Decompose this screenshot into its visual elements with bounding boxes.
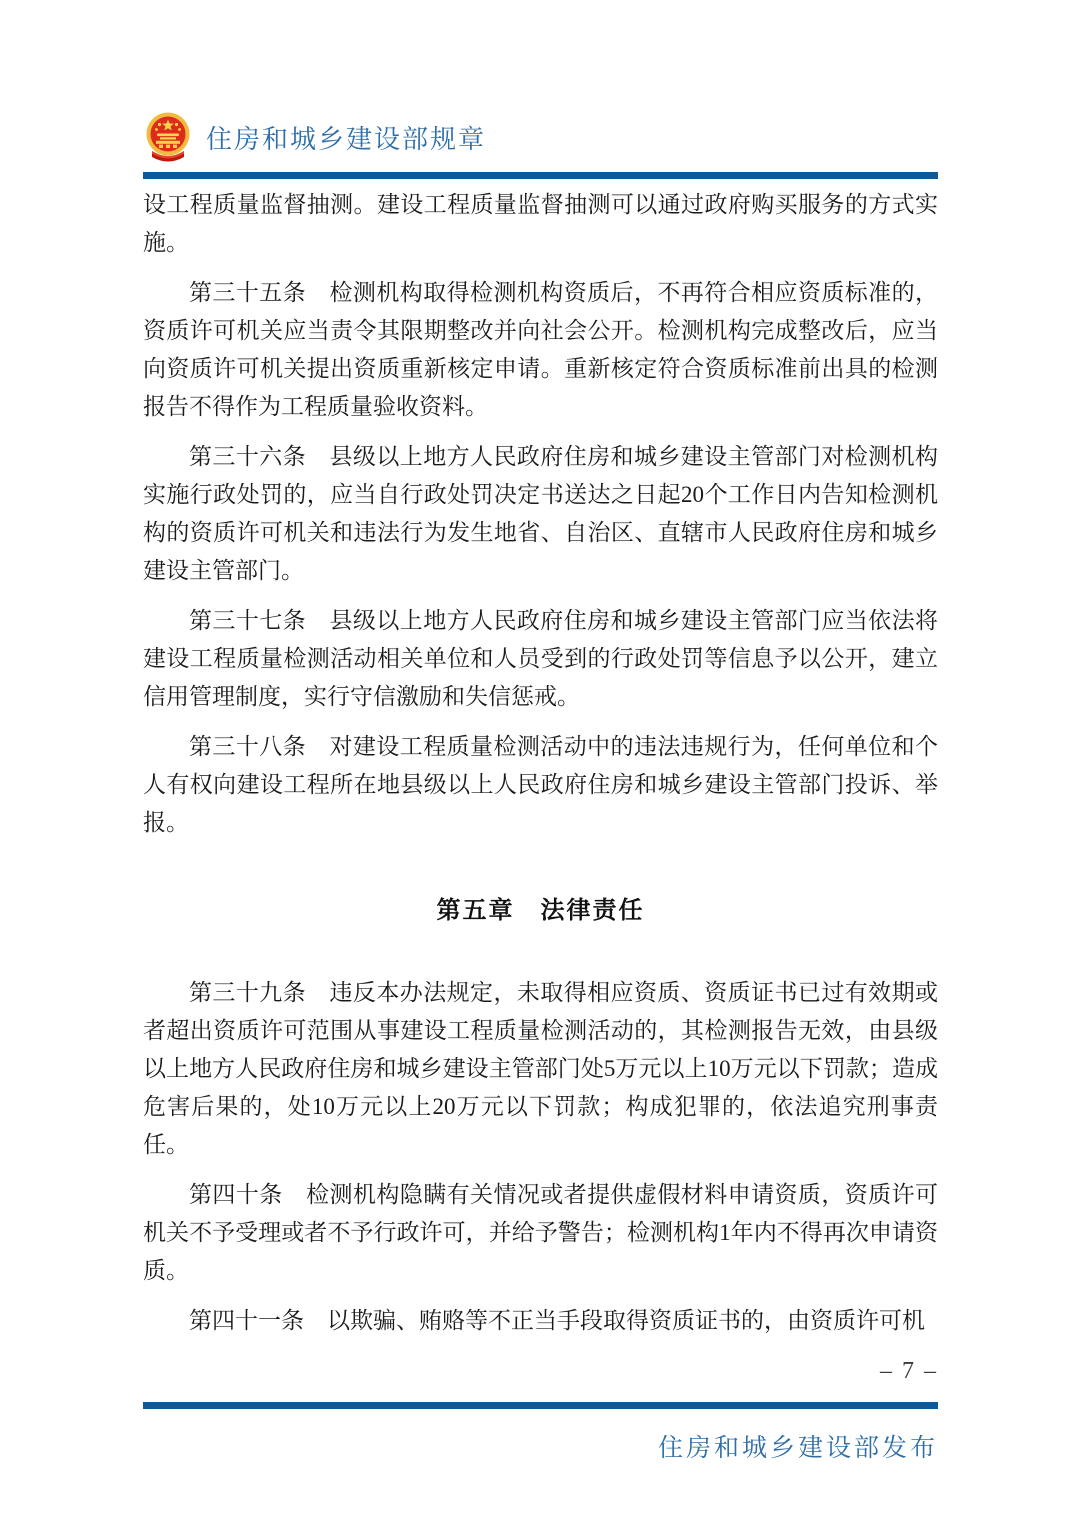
body-paragraph: 第三十六条 县级以上地方人民政府住房和城乡建设主管部门对检测机构实施行政处罚的，应当自行政处罚决定书送达之日起20个工作日内告知检测机构的资质许可机关和违法行为发生地省、自治区、直辖市人民政府住房和城乡建设主管部门。 xyxy=(143,444,938,583)
footer-rule xyxy=(143,1402,938,1409)
body-paragraph: 第三十七条 县级以上地方人民政府住房和城乡建设主管部门应当依法将建设工程质量检测活动相关单位和人员受到的行政处罚等信息予以公开，建立信用管理制度，实行守信激励和失信惩戒。 xyxy=(143,608,938,709)
header-title: 住房和城乡建设部规章 xyxy=(206,124,487,154)
header-rule xyxy=(143,172,938,179)
body-paragraph: 第三十九条 违反本办法规定，未取得相应资质、资质证书已过有效期或者超出资质许可范围从事建设工程质量检测活动的，其检测报告无效，由县级以上地方人民政府住房和城乡建设主管部门处5万元以上10万元以下罚款；造成危害后果的，处10万元以上20万元以下罚款；构成犯罪的，依法追究刑事责任。 xyxy=(143,980,938,1157)
body-paragraph: 第三十五条 检测机构取得检测机构资质后，不再符合相应资质标准的，资质许可机关应当责令其限期整改并向社会公开。检测机构完成整改后，应当向资质许可机关提出资质重新核定申请。重新核定符合资质标准前出具的检测报告不得作为工程质量验收资料。 xyxy=(143,280,938,419)
body-paragraph: 第四十条 检测机构隐瞒有关情况或者提供虚假材料申请资质，资质许可机关不予受理或者不予行政许可，并给予警告；检测机构1年内不得再次申请资质。 xyxy=(143,1182,938,1283)
page-number: – 7 – xyxy=(880,1358,938,1384)
publisher-label: 住房和城乡建设部发布 xyxy=(657,1435,938,1462)
body-paragraph: 第四十一条 以欺骗、贿赂等不正当手段取得资质证书的，由资质许可机 xyxy=(189,1308,925,1333)
page-header xyxy=(143,111,938,163)
document-body xyxy=(143,186,938,1352)
national-emblem-icon xyxy=(143,111,193,163)
chapter-heading: 第五章 法律责任 xyxy=(436,897,645,924)
body-paragraph: 第三十八条 对建设工程质量检测活动中的违法违规行为，任何单位和个人有权向建设工程所在地县级以上人民政府住房和城乡建设主管部门投诉、举报。 xyxy=(143,734,938,835)
body-paragraph: 设工程质量监督抽测。建设工程质量监督抽测可以通过政府购买服务的方式实施。 xyxy=(143,192,938,255)
